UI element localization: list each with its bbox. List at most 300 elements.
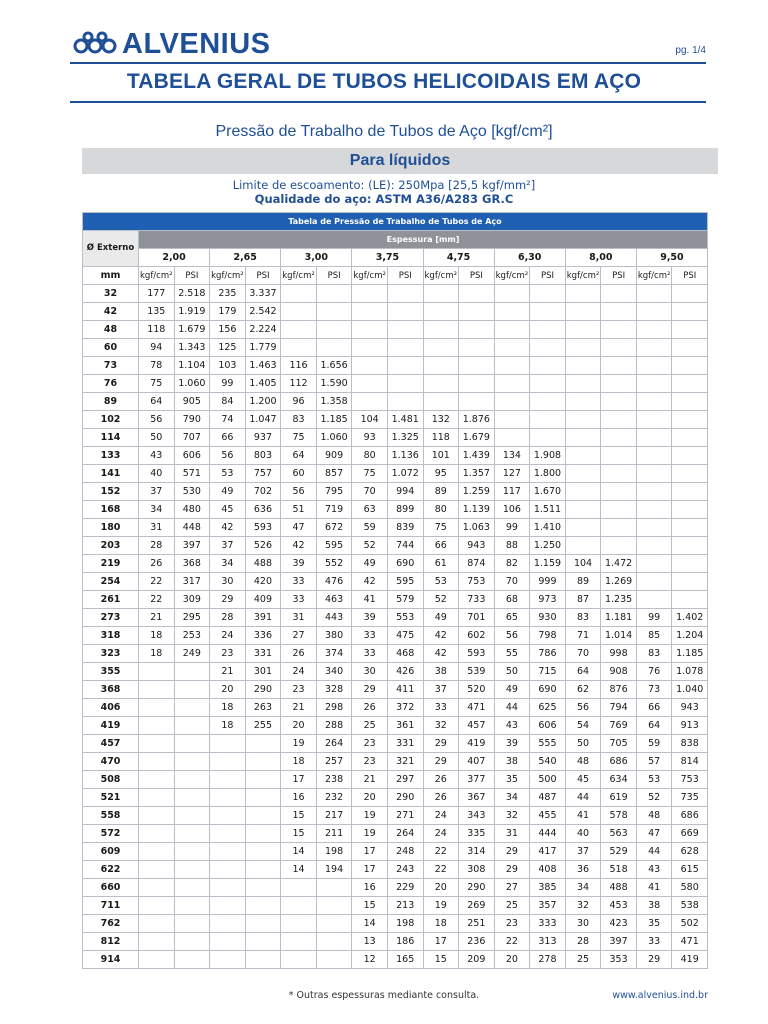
value-cell: 33 — [352, 627, 388, 645]
value-cell — [601, 393, 637, 411]
value-cell — [210, 735, 246, 753]
value-cell: 578 — [601, 807, 637, 825]
value-cell: 1.670 — [530, 483, 566, 501]
diameter-cell: 32 — [83, 285, 139, 303]
value-cell: 24 — [281, 663, 317, 681]
value-cell: 1.402 — [672, 609, 708, 627]
thickness-header: Espessura [mm] — [139, 231, 708, 249]
value-cell: 19 — [352, 825, 388, 843]
value-cell: 309 — [174, 591, 210, 609]
value-cell: 177 — [139, 285, 175, 303]
value-cell: 82 — [494, 555, 530, 573]
value-cell — [565, 429, 601, 447]
value-cell: 35 — [494, 771, 530, 789]
value-cell: 156 — [210, 321, 246, 339]
value-cell: 937 — [245, 429, 281, 447]
value-cell: 973 — [530, 591, 566, 609]
diameter-cell: 470 — [83, 753, 139, 771]
value-cell: 65 — [494, 609, 530, 627]
value-cell: 179 — [210, 303, 246, 321]
value-cell: 194 — [316, 861, 352, 879]
value-cell: 95 — [423, 465, 459, 483]
diameter-cell: 355 — [83, 663, 139, 681]
value-cell: 1.472 — [601, 555, 637, 573]
value-cell — [210, 789, 246, 807]
value-cell: 343 — [459, 807, 495, 825]
table-row — [83, 717, 708, 735]
value-cell — [423, 393, 459, 411]
value-cell: 595 — [316, 537, 352, 555]
thickness-5: 6,30 — [494, 249, 565, 267]
value-cell: 1.060 — [316, 429, 352, 447]
value-cell: 794 — [601, 699, 637, 717]
value-cell: 1.235 — [601, 591, 637, 609]
value-cell: 52 — [352, 537, 388, 555]
value-cell: 21 — [210, 663, 246, 681]
value-cell — [672, 429, 708, 447]
value-cell: 814 — [672, 753, 708, 771]
pressure-table — [82, 212, 708, 969]
value-cell — [245, 753, 281, 771]
value-cell: 37 — [210, 537, 246, 555]
value-cell: 75 — [423, 519, 459, 537]
value-cell: 1.185 — [672, 645, 708, 663]
value-cell: 198 — [387, 915, 423, 933]
value-cell — [174, 717, 210, 735]
value-cell — [565, 285, 601, 303]
value-cell: 44 — [494, 699, 530, 717]
value-cell — [636, 339, 672, 357]
table-row — [83, 555, 708, 573]
value-cell: 488 — [245, 555, 281, 573]
value-cell: 31 — [139, 519, 175, 537]
value-cell: 593 — [459, 645, 495, 663]
value-cell: 83 — [636, 645, 672, 663]
table-row — [83, 897, 708, 915]
value-cell: 61 — [423, 555, 459, 573]
value-cell — [459, 375, 495, 393]
kgf-unit-header: kgf/cm² — [352, 267, 388, 285]
kgf-unit-header: kgf/cm² — [636, 267, 672, 285]
value-cell — [530, 375, 566, 393]
diameter-cell: 152 — [83, 483, 139, 501]
value-cell: 1.481 — [387, 411, 423, 429]
value-cell: 64 — [139, 393, 175, 411]
value-cell: 198 — [316, 843, 352, 861]
value-cell — [387, 285, 423, 303]
diameter-cell: 261 — [83, 591, 139, 609]
value-cell: 99 — [210, 375, 246, 393]
value-cell: 411 — [387, 681, 423, 699]
kgf-unit-header: kgf/cm² — [210, 267, 246, 285]
value-cell: 553 — [387, 609, 423, 627]
value-cell: 51 — [281, 501, 317, 519]
value-cell: 335 — [459, 825, 495, 843]
value-cell: 290 — [245, 681, 281, 699]
value-cell — [636, 519, 672, 537]
table-row — [83, 951, 708, 969]
value-cell: 571 — [174, 465, 210, 483]
value-cell: 407 — [459, 753, 495, 771]
table-row — [83, 339, 708, 357]
value-cell: 83 — [565, 609, 601, 627]
value-cell: 1.511 — [530, 501, 566, 519]
diameter-cell: 521 — [83, 789, 139, 807]
value-cell: 297 — [387, 771, 423, 789]
value-cell: 295 — [174, 609, 210, 627]
value-cell: 23 — [494, 915, 530, 933]
value-cell: 60 — [281, 465, 317, 483]
table-row — [83, 591, 708, 609]
thickness-6: 8,00 — [565, 249, 636, 267]
value-cell: 104 — [565, 555, 601, 573]
value-cell: 943 — [459, 537, 495, 555]
value-cell — [210, 861, 246, 879]
value-cell: 23 — [210, 645, 246, 663]
value-cell: 106 — [494, 501, 530, 519]
value-cell: 89 — [565, 573, 601, 591]
value-cell: 49 — [210, 483, 246, 501]
value-cell — [139, 663, 175, 681]
diameter-cell: 180 — [83, 519, 139, 537]
value-cell — [672, 483, 708, 501]
value-cell: 52 — [636, 789, 672, 807]
value-cell: 308 — [459, 861, 495, 879]
value-cell: 257 — [316, 753, 352, 771]
value-cell — [672, 357, 708, 375]
value-cell: 786 — [530, 645, 566, 663]
value-cell: 368 — [174, 555, 210, 573]
value-cell: 39 — [281, 555, 317, 573]
value-cell: 94 — [139, 339, 175, 357]
value-cell: 520 — [459, 681, 495, 699]
value-cell: 455 — [530, 807, 566, 825]
diameter-cell: 419 — [83, 717, 139, 735]
table-title: Tabela de Pressão de Trabalho de Tubos de Aço — [83, 213, 708, 231]
value-cell: 803 — [245, 447, 281, 465]
diameter-cell: 273 — [83, 609, 139, 627]
value-cell — [352, 321, 388, 339]
value-cell: 475 — [387, 627, 423, 645]
value-cell: 20 — [352, 789, 388, 807]
value-cell: 238 — [316, 771, 352, 789]
table-row — [83, 447, 708, 465]
value-cell — [565, 411, 601, 429]
value-cell: 22 — [494, 933, 530, 951]
value-cell — [672, 573, 708, 591]
value-cell: 57 — [636, 753, 672, 771]
table-row — [83, 861, 708, 879]
value-cell: 839 — [387, 519, 423, 537]
value-cell: 1.800 — [530, 465, 566, 483]
value-cell — [636, 393, 672, 411]
value-cell — [316, 285, 352, 303]
value-cell — [636, 501, 672, 519]
value-cell — [459, 321, 495, 339]
value-cell: 41 — [565, 807, 601, 825]
value-cell: 50 — [139, 429, 175, 447]
value-cell: 1.463 — [245, 357, 281, 375]
value-cell — [210, 771, 246, 789]
value-cell — [316, 303, 352, 321]
value-cell: 271 — [387, 807, 423, 825]
value-cell: 769 — [601, 717, 637, 735]
value-cell: 116 — [281, 357, 317, 375]
value-cell: 127 — [494, 465, 530, 483]
value-cell: 56 — [281, 483, 317, 501]
value-cell — [636, 573, 672, 591]
value-cell — [601, 519, 637, 537]
value-cell: 278 — [530, 951, 566, 969]
value-cell: 913 — [672, 717, 708, 735]
value-cell: 37 — [565, 843, 601, 861]
value-cell: 22 — [139, 573, 175, 591]
value-cell: 1.358 — [316, 393, 352, 411]
value-cell — [459, 393, 495, 411]
value-cell: 943 — [672, 699, 708, 717]
value-cell: 44 — [565, 789, 601, 807]
value-cell — [530, 321, 566, 339]
value-cell: 32 — [494, 807, 530, 825]
value-cell: 1.779 — [245, 339, 281, 357]
value-cell: 53 — [636, 771, 672, 789]
value-cell — [210, 807, 246, 825]
thickness-4: 4,75 — [423, 249, 494, 267]
table-row — [83, 681, 708, 699]
value-cell: 15 — [352, 897, 388, 915]
value-cell: 42 — [281, 537, 317, 555]
table-row — [83, 465, 708, 483]
value-cell: 290 — [459, 879, 495, 897]
value-cell — [174, 897, 210, 915]
value-cell: 243 — [387, 861, 423, 879]
value-cell: 29 — [352, 681, 388, 699]
value-cell: 701 — [459, 609, 495, 627]
value-cell: 606 — [174, 447, 210, 465]
website-link[interactable]: www.alvenius.ind.br — [612, 990, 708, 1001]
value-cell: 32 — [423, 717, 459, 735]
alvenius-logo-icon — [72, 31, 118, 57]
value-cell: 397 — [174, 537, 210, 555]
value-cell: 52 — [423, 591, 459, 609]
diameter-cell: 812 — [83, 933, 139, 951]
value-cell — [672, 303, 708, 321]
value-cell: 101 — [423, 447, 459, 465]
value-cell — [210, 933, 246, 951]
value-cell — [672, 321, 708, 339]
value-cell — [245, 861, 281, 879]
value-cell — [174, 681, 210, 699]
value-cell — [174, 699, 210, 717]
value-cell: 753 — [672, 771, 708, 789]
value-cell: 290 — [387, 789, 423, 807]
value-cell: 118 — [423, 429, 459, 447]
value-cell — [245, 843, 281, 861]
value-cell — [281, 933, 317, 951]
value-cell: 40 — [565, 825, 601, 843]
value-cell: 29 — [423, 735, 459, 753]
value-cell: 314 — [459, 843, 495, 861]
psi-unit-header: PSI — [316, 267, 352, 285]
value-cell: 49 — [423, 609, 459, 627]
value-cell: 70 — [494, 573, 530, 591]
value-cell — [672, 393, 708, 411]
diameter-cell: 42 — [83, 303, 139, 321]
value-cell: 17 — [352, 843, 388, 861]
subtitle: Pressão de Trabalho de Tubos de Aço [kgf/cm²] — [215, 123, 553, 140]
value-cell — [565, 447, 601, 465]
value-cell — [601, 357, 637, 375]
value-cell: 66 — [636, 699, 672, 717]
diameter-cell: 102 — [83, 411, 139, 429]
value-cell — [210, 843, 246, 861]
value-cell: 930 — [530, 609, 566, 627]
value-cell: 705 — [601, 735, 637, 753]
value-cell — [672, 501, 708, 519]
value-cell — [423, 375, 459, 393]
value-cell: 22 — [139, 591, 175, 609]
thickness-7: 9,50 — [636, 249, 707, 267]
value-cell: 2.542 — [245, 303, 281, 321]
value-cell: 12 — [352, 951, 388, 969]
value-cell: 30 — [565, 915, 601, 933]
value-cell — [565, 465, 601, 483]
value-cell: 125 — [210, 339, 246, 357]
value-cell — [636, 555, 672, 573]
value-cell — [565, 501, 601, 519]
value-cell: 625 — [530, 699, 566, 717]
value-cell: 55 — [494, 645, 530, 663]
value-cell: 1.357 — [459, 465, 495, 483]
value-cell — [281, 303, 317, 321]
value-cell: 374 — [316, 645, 352, 663]
value-cell: 552 — [316, 555, 352, 573]
value-cell: 1.014 — [601, 627, 637, 645]
value-cell: 1.104 — [174, 357, 210, 375]
value-cell — [601, 501, 637, 519]
value-cell: 1.078 — [672, 663, 708, 681]
diameter-cell: 609 — [83, 843, 139, 861]
value-cell — [494, 339, 530, 357]
value-cell — [139, 681, 175, 699]
value-cell: 874 — [459, 555, 495, 573]
value-cell: 43 — [139, 447, 175, 465]
value-cell: 25 — [494, 897, 530, 915]
value-cell — [210, 897, 246, 915]
value-cell — [174, 789, 210, 807]
section-band: Para líquidos — [82, 148, 718, 174]
value-cell: 45 — [210, 501, 246, 519]
value-cell: 41 — [636, 879, 672, 897]
value-cell — [387, 393, 423, 411]
value-cell: 313 — [530, 933, 566, 951]
value-cell — [530, 429, 566, 447]
mm-unit-header: mm — [83, 267, 139, 285]
value-cell: 186 — [387, 933, 423, 951]
value-cell: 423 — [601, 915, 637, 933]
value-cell: 538 — [672, 897, 708, 915]
value-cell — [601, 411, 637, 429]
table-row — [83, 537, 708, 555]
diameter-cell: 457 — [83, 735, 139, 753]
kgf-unit-header: kgf/cm² — [565, 267, 601, 285]
value-cell: 21 — [281, 699, 317, 717]
value-cell: 669 — [672, 825, 708, 843]
value-cell: 1.200 — [245, 393, 281, 411]
value-cell: 264 — [316, 735, 352, 753]
value-cell: 31 — [281, 609, 317, 627]
diameter-cell: 114 — [83, 429, 139, 447]
value-cell: 15 — [281, 807, 317, 825]
table-row — [83, 393, 708, 411]
diameter-cell: 219 — [83, 555, 139, 573]
value-cell: 248 — [387, 843, 423, 861]
value-cell: 331 — [387, 735, 423, 753]
value-cell: 798 — [530, 627, 566, 645]
value-cell — [139, 897, 175, 915]
value-cell: 75 — [352, 465, 388, 483]
value-cell: 29 — [494, 843, 530, 861]
value-cell — [139, 825, 175, 843]
value-cell — [174, 735, 210, 753]
value-cell — [139, 789, 175, 807]
thickness-3: 3,75 — [352, 249, 423, 267]
value-cell — [139, 951, 175, 969]
value-cell — [565, 537, 601, 555]
value-cell: 43 — [636, 861, 672, 879]
value-cell — [672, 375, 708, 393]
value-cell: 63 — [352, 501, 388, 519]
diameter-cell: 406 — [83, 699, 139, 717]
value-cell: 80 — [423, 501, 459, 519]
value-cell: 540 — [530, 753, 566, 771]
value-cell: 80 — [352, 447, 388, 465]
value-cell — [281, 915, 317, 933]
value-cell: 1.060 — [174, 375, 210, 393]
diameter-cell: 762 — [83, 915, 139, 933]
value-cell: 66 — [423, 537, 459, 555]
value-cell — [672, 465, 708, 483]
diameter-cell: 508 — [83, 771, 139, 789]
value-cell: 42 — [352, 573, 388, 591]
value-cell: 59 — [352, 519, 388, 537]
psi-unit-header: PSI — [601, 267, 637, 285]
value-cell — [530, 393, 566, 411]
table-row — [83, 771, 708, 789]
value-cell: 795 — [316, 483, 352, 501]
value-cell: 18 — [423, 915, 459, 933]
value-cell: 27 — [494, 879, 530, 897]
value-cell: 20 — [281, 717, 317, 735]
kgf-unit-header: kgf/cm² — [281, 267, 317, 285]
value-cell: 132 — [423, 411, 459, 429]
value-cell: 17 — [281, 771, 317, 789]
table-row — [83, 429, 708, 447]
value-cell — [636, 303, 672, 321]
diameter-cell: 368 — [83, 681, 139, 699]
value-cell — [459, 357, 495, 375]
diameter-cell: 914 — [83, 951, 139, 969]
value-cell: 602 — [459, 627, 495, 645]
value-cell — [565, 519, 601, 537]
value-cell: 1.139 — [459, 501, 495, 519]
value-cell: 26 — [139, 555, 175, 573]
value-cell: 134 — [494, 447, 530, 465]
value-cell — [636, 537, 672, 555]
value-cell — [139, 843, 175, 861]
table-row — [83, 789, 708, 807]
value-cell: 33 — [423, 699, 459, 717]
